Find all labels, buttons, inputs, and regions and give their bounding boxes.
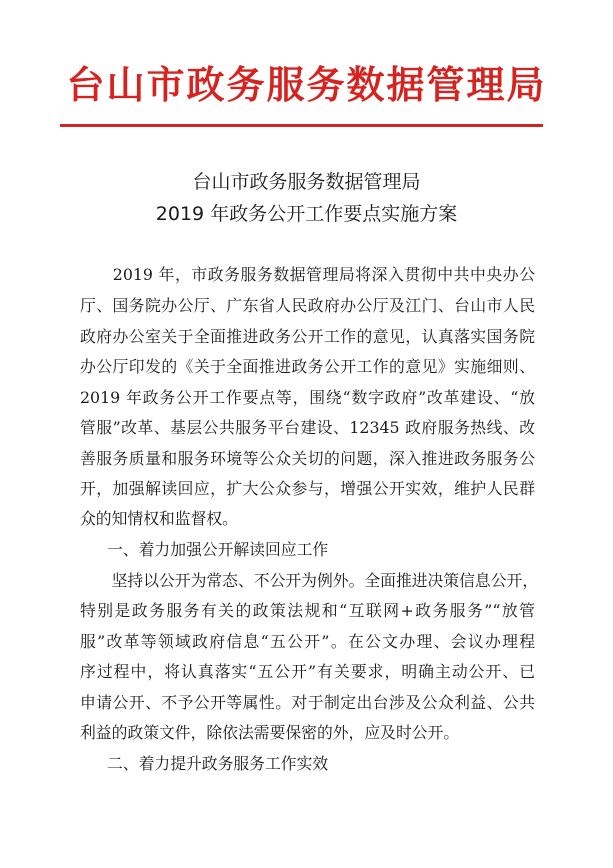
section-1-line: 特别是政务服务有关的政策法规和“互联网+政务服务”“放管 [80, 601, 535, 620]
intro-line: 厅、国务院办公厅、广东省人民政府办公厅及江门、台山市人民 [80, 296, 535, 315]
section-1-heading: 一、着力加强公开解读回应工作 [107, 540, 329, 559]
section-2-heading: 二、着力提升政务服务工作实效 [107, 754, 329, 773]
intro-line: 2019 年，市政务服务数据管理局将深入贯彻中共中央办公 [80, 265, 535, 284]
document-title-line-1: 台山市政务服务数据管理局 [192, 171, 421, 193]
intro-line: 管服”改革、基层公共服务平台建设、12345 政府服务热线、改 [80, 418, 535, 437]
section-1-line: 申请公开、不予公开等属性。对于制定出台涉及公众利益、公共 [80, 693, 535, 712]
intro-line: 众的知情权和监督权。 [80, 509, 238, 528]
document-title-line-2: 2019 年政务公开工作要点实施方案 [155, 203, 458, 225]
intro-line: 政府办公室关于全面推进政务公开工作的意见，认真落实国务院 [80, 327, 535, 346]
section-1-line: 服”改革等领域政府信息“五公开”。在公文办理、会议办理程 [80, 632, 535, 651]
letterhead-org-name: 台山市政务服务数据管理局 [66, 62, 547, 107]
intro-line: 善服务质量和服务环境等公众关切的问题，深入推进政务服务公 [80, 449, 535, 468]
intro-line: 开，加强解读回应，扩大公众参与，增强公开实效，维护人民群 [80, 479, 535, 498]
intro-line: 办公厅印发的《关于全面推进政务公开工作的意见》实施细则、 [80, 357, 535, 376]
intro-line: 2019 年政务公开工作要点等，围绕“数字政府”改革建设、“放 [80, 388, 535, 407]
section-1-line: 序过程中，将认真落实“五公开”有关要求，明确主动公开、已 [80, 662, 535, 681]
letterhead-red-rule [60, 124, 543, 127]
section-1-line: 利益的政策文件，除依法需要保密的外，应及时公开。 [80, 723, 460, 742]
section-1-line: 坚持以公开为常态、不公开为例外。全面推进决策信息公开， [80, 571, 539, 590]
